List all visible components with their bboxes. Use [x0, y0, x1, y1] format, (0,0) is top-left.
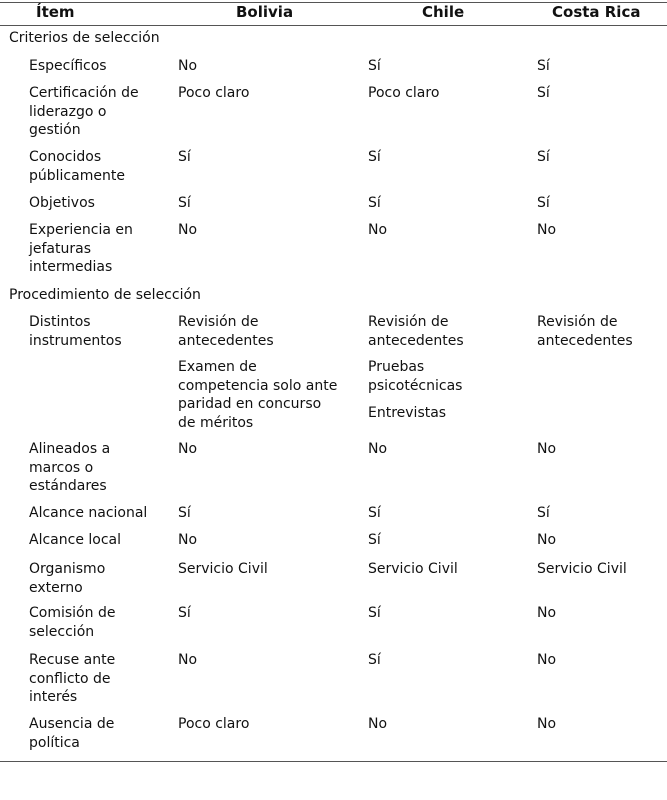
- cell-bolivia: No: [178, 222, 198, 238]
- cell-costa-rica: No: [537, 441, 557, 457]
- row-item-label: Alineados a marcos o estándares: [29, 441, 111, 494]
- cell-chile: Sí: [368, 58, 381, 74]
- cell-chile: Sí: [368, 605, 381, 621]
- cell-chile: Sí: [368, 195, 381, 211]
- cell-bolivia: No: [178, 532, 198, 548]
- cell-bolivia: Revisión de antecedentes: [178, 314, 274, 349]
- row-item-label: Certificación de liderazgo o gestión: [29, 85, 139, 138]
- header-item: Ítem: [36, 3, 75, 21]
- cell-chile: Entrevistas: [368, 405, 447, 421]
- cell-chile: No: [368, 222, 388, 238]
- cell-bolivia: Sí: [178, 149, 191, 165]
- cell-bolivia: Sí: [178, 605, 191, 621]
- row-item-label: Organismo externo: [29, 561, 106, 596]
- section-title: Procedimiento de selección: [9, 287, 201, 303]
- cell-chile: Sí: [368, 652, 381, 668]
- cell-bolivia: Sí: [178, 505, 191, 521]
- header-chile: Chile: [422, 3, 465, 21]
- row-item-label: Conocidos públicamente: [29, 149, 125, 184]
- header-bolivia: Bolivia: [236, 3, 294, 21]
- cell-costa-rica: Sí: [537, 505, 550, 521]
- cell-chile: No: [368, 441, 388, 457]
- cell-chile: Revisión de antecedentes: [368, 314, 464, 349]
- cell-bolivia: Poco claro: [178, 716, 250, 732]
- header-costa-rica: Costa Rica: [552, 3, 641, 21]
- cell-bolivia: No: [178, 58, 198, 74]
- row-item-label: Específicos: [29, 58, 107, 74]
- cell-costa-rica: Servicio Civil: [537, 561, 627, 577]
- cell-costa-rica: No: [537, 652, 557, 668]
- section-title: Criterios de selección: [9, 30, 160, 46]
- row-item-label: Alcance nacional: [29, 505, 148, 521]
- cell-bolivia: Sí: [178, 195, 191, 211]
- cell-chile: Pruebas psicotécnicas: [368, 359, 463, 394]
- row-item-label: Recuse ante conflicto de interés: [29, 652, 116, 705]
- cell-costa-rica: No: [537, 716, 557, 732]
- cell-chile: Poco claro: [368, 85, 440, 101]
- cell-chile: Servicio Civil: [368, 561, 458, 577]
- cell-costa-rica: Sí: [537, 85, 550, 101]
- cell-chile: Sí: [368, 532, 381, 548]
- cell-costa-rica: Revisión de antecedentes: [537, 314, 633, 349]
- row-item-label: Experiencia en jefaturas intermedias: [29, 222, 133, 275]
- cell-bolivia: No: [178, 652, 198, 668]
- cell-chile: Sí: [368, 149, 381, 165]
- cell-bolivia: Examen de competencia solo ante paridad en concurso de méritos: [178, 359, 338, 431]
- cell-costa-rica: No: [537, 605, 557, 621]
- cell-bolivia: Servicio Civil: [178, 561, 268, 577]
- cell-costa-rica: No: [537, 532, 557, 548]
- cell-bolivia: Poco claro: [178, 85, 250, 101]
- cell-costa-rica: Sí: [537, 149, 550, 165]
- cell-costa-rica: Sí: [537, 195, 550, 211]
- row-item-label: Comisión de selección: [29, 605, 116, 640]
- row-item-label: Objetivos: [29, 195, 95, 211]
- cell-chile: No: [368, 716, 388, 732]
- row-item-label: Ausencia de política: [29, 716, 115, 751]
- header-rule: [0, 25, 667, 26]
- cell-costa-rica: Sí: [537, 58, 550, 74]
- bottom-rule: [0, 761, 667, 762]
- cell-bolivia: No: [178, 441, 198, 457]
- row-item-label: Distintos instrumentos: [29, 314, 122, 349]
- cell-chile: Sí: [368, 505, 381, 521]
- row-item-label: Alcance local: [29, 532, 121, 548]
- cell-costa-rica: No: [537, 222, 557, 238]
